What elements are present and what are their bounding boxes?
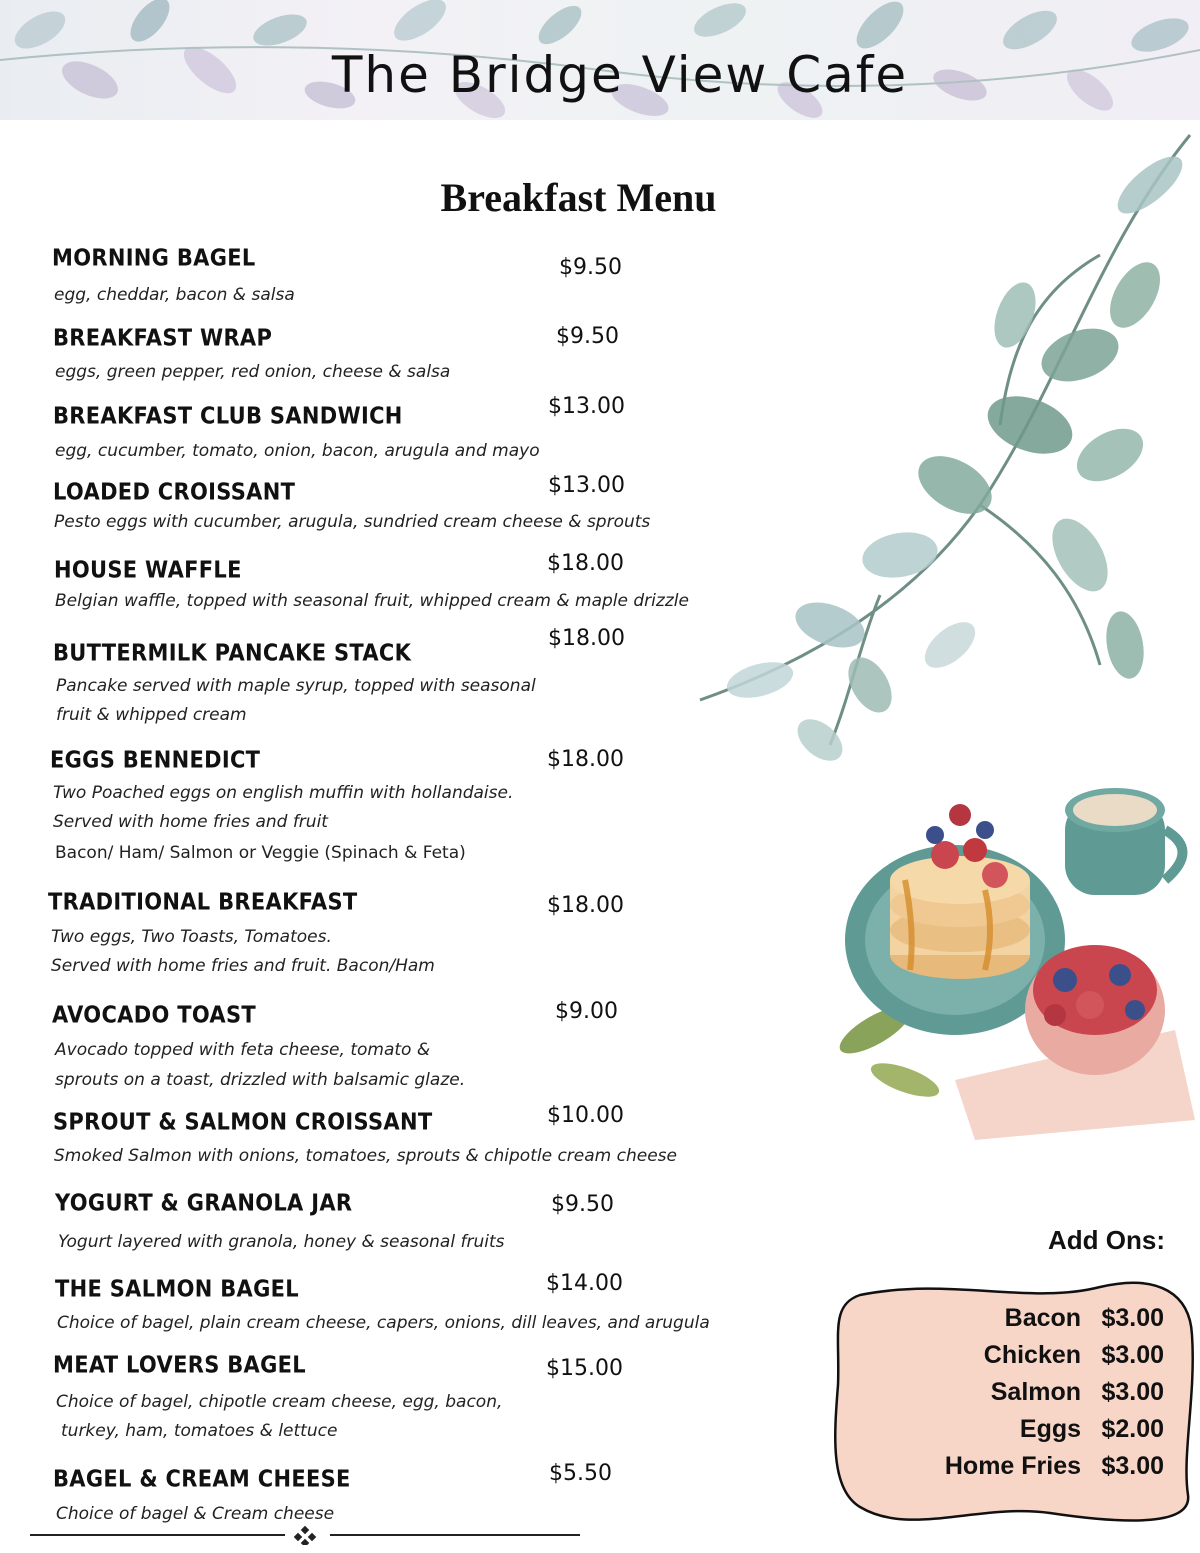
item-name: SPROUT & SALMON CROISSANT (53, 1108, 433, 1135)
addon-price: $3.00 (1101, 1341, 1164, 1369)
item-description: Choice of bagel & Cream cheese (56, 1504, 335, 1524)
addons-title: Add Ons: (1048, 1225, 1165, 1255)
item-description: Choice of bagel, chipotle cream cheese, egg, bacon, (56, 1392, 503, 1412)
addon-row (1020, 1415, 1164, 1444)
item-description: Avocado topped with feta cheese, tomato & (55, 1040, 431, 1060)
addon-row (945, 1452, 1164, 1481)
item-price: $14.00 (546, 1271, 623, 1296)
item-description: Pancake served with maple syrup, topped with seasonal (56, 676, 536, 696)
item-price: $18.00 (547, 747, 624, 772)
item-name: AVOCADO TOAST (52, 1001, 257, 1028)
addon-price: $3.00 (1101, 1452, 1164, 1480)
item-name: THE SALMON BAGEL (55, 1275, 299, 1302)
cafe-name: The Bridge View Cafe (331, 46, 909, 104)
item-description: Bacon/ Ham/ Salmon or Veggie (Spinach & Feta) (55, 843, 466, 863)
item-name: TRADITIONAL BREAKFAST (48, 888, 358, 915)
addon-price: $3.00 (1101, 1378, 1164, 1406)
item-price: $9.00 (555, 999, 618, 1024)
item-price: $9.50 (556, 324, 619, 349)
item-name: HOUSE WAFFLE (54, 556, 242, 583)
header-banner (0, 0, 1200, 120)
eucalyptus-branch-icon (680, 125, 1200, 775)
item-name: MORNING BAGEL (52, 244, 256, 271)
addon-name: Eggs (1019, 1415, 1082, 1443)
item-description: eggs, green pepper, red onion, cheese & salsa (55, 362, 451, 382)
item-description: fruit & whipped cream (56, 705, 247, 725)
addon-name: Salmon (990, 1378, 1082, 1406)
item-description: Smoked Salmon with onions, tomatoes, sprouts & chipotle cream cheese (54, 1146, 677, 1166)
addon-name: Chicken (983, 1341, 1082, 1369)
pancakes-coffee-berries-icon (835, 780, 1200, 1145)
diamond-ornament-icon (30, 1525, 590, 1545)
item-description: turkey, ham, tomatoes & lettuce (61, 1421, 338, 1441)
item-description: Belgian waffle, topped with seasonal fruit, whipped cream & maple drizzle (55, 591, 689, 611)
item-price: $13.00 (548, 473, 625, 498)
item-name: BREAKFAST WRAP (53, 324, 273, 351)
addon-name: Home Fries (944, 1452, 1082, 1480)
addon-name: Bacon (1004, 1304, 1082, 1332)
item-description: Served with home fries and fruit. Bacon/Ham (51, 956, 435, 976)
item-price: $18.00 (548, 626, 625, 651)
item-name: MEAT LOVERS BAGEL (53, 1351, 306, 1378)
addon-price: $3.00 (1101, 1304, 1164, 1332)
item-description: Choice of bagel, plain cream cheese, capers, onions, dill leaves, and arugula (57, 1313, 710, 1333)
item-description: Pesto eggs with cucumber, arugula, sundried cream cheese & sprouts (54, 512, 651, 532)
addon-price: $2.00 (1101, 1415, 1164, 1443)
item-price: $18.00 (547, 893, 624, 918)
item-description: egg, cheddar, bacon & salsa (54, 285, 295, 305)
item-name: BREAKFAST CLUB SANDWICH (53, 402, 403, 429)
item-description: Two eggs, Two Toasts, Tomatoes. (51, 927, 332, 947)
item-name: LOADED CROISSANT (53, 478, 296, 505)
item-description: egg, cucumber, tomato, onion, bacon, arugula and mayo (55, 441, 540, 461)
addons-box (830, 1275, 1200, 1539)
item-price: $5.50 (549, 1461, 612, 1486)
item-price: $18.00 (547, 551, 624, 576)
item-description: sprouts on a toast, drizzled with balsamic glaze. (55, 1070, 466, 1090)
addon-row (991, 1378, 1164, 1407)
item-price: $9.50 (559, 255, 622, 280)
item-name: BAGEL & CREAM CHEESE (53, 1465, 351, 1492)
item-price: $9.50 (551, 1192, 614, 1217)
item-price: $13.00 (548, 394, 625, 419)
item-description: Two Poached eggs on english muffin with hollandaise. (53, 783, 514, 803)
item-name: BUTTERMILK PANCAKE STACK (53, 639, 412, 666)
item-name: YOGURT & GRANOLA JAR (55, 1189, 353, 1216)
menu-title: Breakfast Menu (440, 175, 717, 220)
item-name: EGGS BENNEDICT (50, 746, 261, 773)
item-description: Served with home fries and fruit (53, 812, 328, 832)
item-price: $15.00 (546, 1356, 623, 1381)
addon-row (1005, 1304, 1164, 1333)
addon-row (984, 1341, 1164, 1370)
item-description: Yogurt layered with granola, honey & seasonal fruits (58, 1232, 505, 1252)
item-price: $10.00 (547, 1103, 624, 1128)
